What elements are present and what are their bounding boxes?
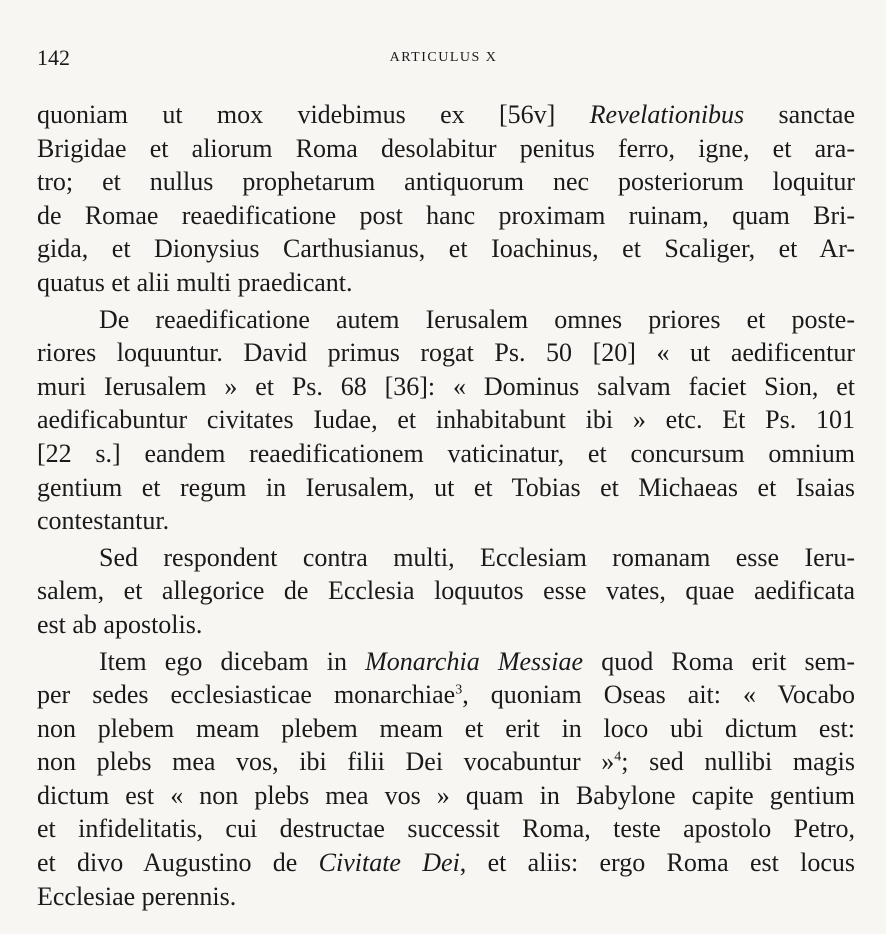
paragraph (37, 541, 855, 642)
text-run: quatus et alii multi praedicant. (37, 267, 353, 297)
text-line (37, 266, 855, 300)
text-run: , quoniam Oseas ait: « Vocabo (462, 680, 856, 710)
text-line (37, 232, 855, 266)
text-line (37, 165, 855, 199)
text-run: Item ego dicebam in (99, 646, 366, 676)
text-run: de Romae reaedificatione post hanc proximam ruinam, quam Bri- (37, 200, 855, 230)
text-run: , et aliis: ergo Roma est locus (459, 848, 856, 878)
text-run: gentium et regum in Ierusalem, ut et Tobias et Michaeas et Isaias (37, 472, 855, 502)
text-line (37, 471, 855, 505)
text-line (37, 574, 855, 608)
text-line (37, 712, 855, 746)
page-number: 142 (37, 45, 70, 70)
text-line (37, 678, 855, 712)
text-run: et divo Augustino de (37, 848, 319, 878)
page-header (37, 42, 850, 74)
text-line (37, 199, 855, 233)
italic-title: Civitate Dei (318, 848, 460, 878)
text-run: tro; et nullus prophetarum antiquorum nec posteriorum loquitur (37, 167, 855, 197)
text-run: contestantur. (37, 506, 170, 536)
text-line (37, 846, 855, 880)
text-line (37, 812, 855, 846)
text-line (37, 880, 855, 914)
text-run: et infidelitatis, cui destructae successit Roma, teste apostolo Petro, (37, 814, 855, 844)
footnote-marker: 3 (455, 682, 463, 698)
text-line (37, 336, 855, 370)
text-line (37, 303, 855, 337)
text-run: salem, et allegorice de Ecclesia loquutos esse vates, quae aedificata (37, 576, 855, 606)
text-line (37, 370, 855, 404)
text-line (37, 437, 855, 471)
text-line (37, 541, 855, 575)
body-text (37, 98, 855, 916)
text-run: ; sed nullibi magis (621, 747, 855, 777)
text-run: muri Ierusalem » et Ps. 68 [36]: « Dominus salvam faciet Sion, et (37, 371, 855, 401)
text-run: non plebem meam plebem meam et erit in loco ubi dictum est: (37, 713, 855, 743)
text-line (37, 779, 855, 813)
text-line (37, 504, 855, 538)
paragraph (37, 303, 855, 538)
paragraph (37, 645, 855, 914)
text-run: dictum est « non plebs mea vos » quam in Babylone capite gentium (37, 780, 855, 810)
text-run: Brigidae et aliorum Roma desolabitur penitus ferro, igne, et ara- (37, 133, 855, 163)
text-line (37, 745, 855, 779)
text-run: sanctae (744, 100, 855, 129)
text-line (37, 403, 855, 437)
text-run: Sed respondent contra multi, Ecclesiam romanam esse Ieru- (99, 542, 855, 572)
footnote-marker: 4 (614, 749, 622, 765)
text-run: riores loquuntur. David primus rogat Ps. 50 [20] « ut aedificentur (37, 338, 855, 368)
text-run: non plebs mea vos, ibi filii Dei vocabuntur » (37, 747, 615, 777)
text-run: quod Roma erit sem- (583, 646, 855, 676)
text-run: per sedes ecclesiasticae monarchiae (37, 680, 456, 710)
text-line (37, 608, 855, 642)
text-run: aedificabuntur civitates Iudae, et inhabitabunt ibi » etc. Et Ps. 101 (37, 405, 855, 435)
text-run: Ecclesiae perennis. (37, 881, 237, 911)
italic-title: Revelationibus (589, 100, 745, 129)
text-line (37, 132, 855, 166)
text-line (37, 645, 855, 679)
text-run: De reaedificatione autem Ierusalem omnes priores et poste- (99, 304, 855, 334)
text-run: quoniam ut mox videbimus ex [56v] (37, 100, 590, 129)
text-line (37, 98, 855, 132)
text-run: gida, et Dionysius Carthusianus, et Ioachinus, et Scaliger, et Ar- (37, 234, 855, 264)
text-run: [22 s.] eandem reaedificationem vaticinatur, et concursum omnium (37, 438, 855, 468)
text-run: est ab apostolis. (37, 609, 203, 639)
paragraph (37, 98, 855, 300)
italic-title: Monarchia Messiae (365, 646, 584, 676)
running-head: ARTICULUS X (389, 50, 498, 65)
